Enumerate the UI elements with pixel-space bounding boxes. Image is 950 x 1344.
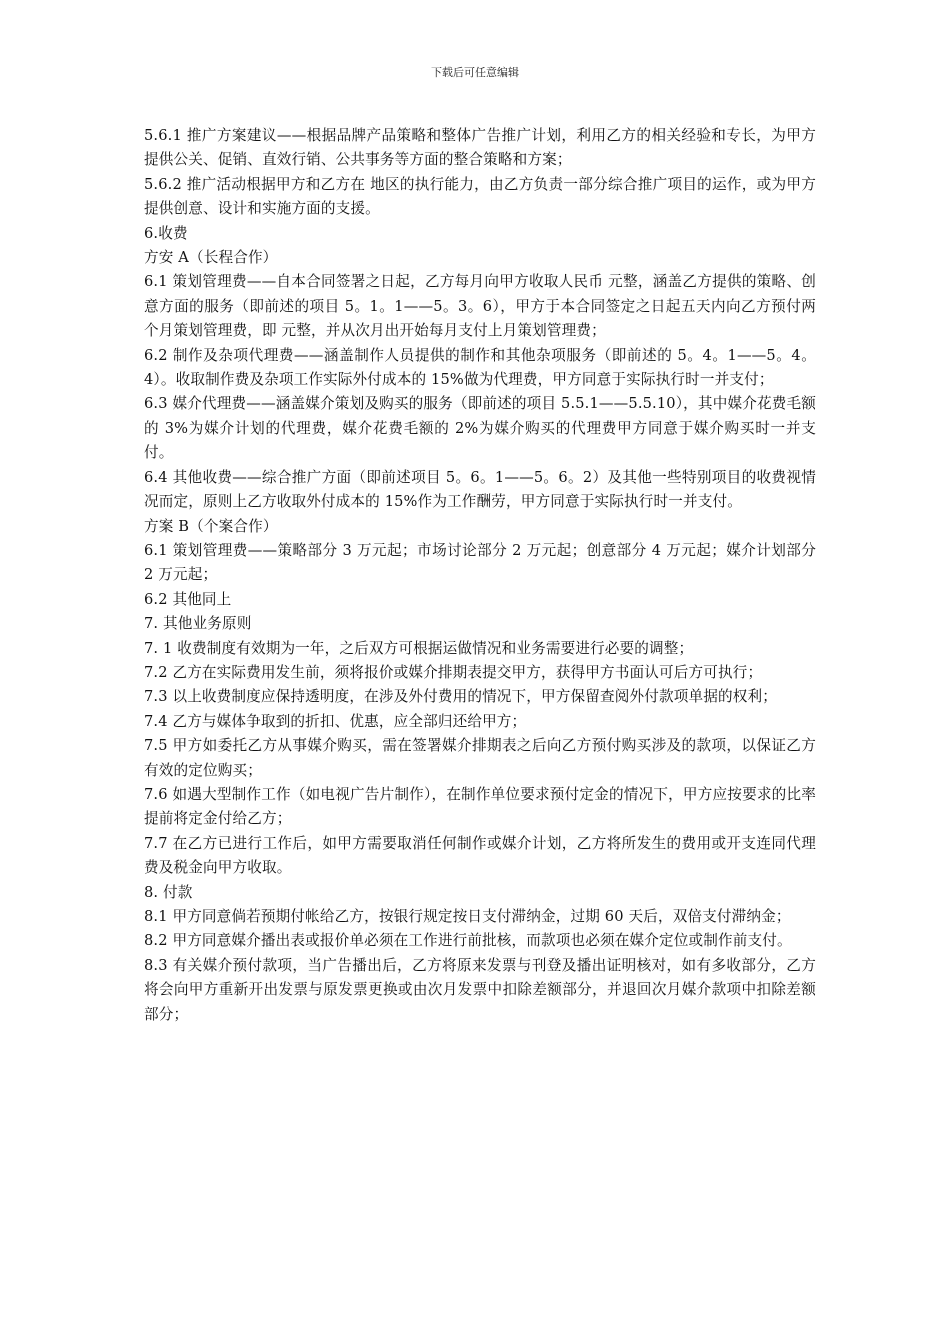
clause-6-4-plan-a: 6.4 其他收费——综合推广方面（即前述项目 5。6。1——5。6。2）及其他一些特别项目的收费视情况而定，原则上乙方收取外付成本的 15%作为工作酬劳，甲方同意于实际执行时一并支付。 bbox=[144, 468, 816, 511]
clause-8-2: 8.2 甲方同意媒介播出表或报价单必须在工作进行前批核，而款项也必须在媒介定位或制作前支付。 bbox=[144, 932, 792, 950]
clause-5-6-2: 5.6.2 推广活动根据甲方和乙方在 地区的执行能力，由乙方负责一部分综合推广项目的运作，或为甲方提供创意、设计和实施方面的支援。 bbox=[144, 175, 816, 218]
clause-7-1: 7. 1 收费制度有效期为一年，之后双方可根据运做情况和业务需要进行必要的调整； bbox=[144, 639, 694, 657]
plan-a-heading: 方安 A（长程合作） bbox=[144, 249, 278, 267]
section-heading-payment: 8. 付款 bbox=[144, 883, 193, 901]
clause-7-7: 7.7 在乙方已进行工作后，如甲方需要取消任何制作或媒介计划，乙方将所发生的费用或开支连同代理费及税金向甲方收取。 bbox=[144, 834, 816, 877]
plan-b-heading: 方案 B（个案合作） bbox=[144, 517, 278, 535]
clause-5-6-1: 5.6.1 推广方案建议——根据品牌产品策略和整体广告推广计划，利用乙方的相关经验和专长，为甲方提供公关、促销、直效行销、公共事务等方面的整合策略和方案； bbox=[144, 127, 816, 169]
clause-6-2-plan-b: 6.2 其他同上 bbox=[144, 590, 232, 608]
clause-8-3: 8.3 有关媒介预付款项，当广告播出后，乙方将原来发票与刊登及播出证明核对，如有多收部分，乙方将会向甲方重新开出发票与原发票更换或由次月发票中扣除差额部分，并退回次月媒介款项中扣除差额部分； bbox=[144, 956, 816, 1023]
clause-7-3: 7.3 以上收费制度应保持透明度，在涉及外付费用的情况下，甲方保留查阅外付款项单据的权利； bbox=[144, 688, 777, 706]
clause-7-5: 7.5 甲方如委托乙方从事媒介购买，需在签署媒介排期表之后向乙方预付购买涉及的款项，以保证乙方有效的定位购买； bbox=[144, 737, 816, 779]
clause-7-6: 7.6 如遇大型制作工作（如电视广告片制作），在制作单位要求预付定金的情况下，甲方应按要求的比率提前将定金付给乙方； bbox=[144, 785, 816, 828]
clause-6-2-plan-a: 6.2 制作及杂项代理费——涵盖制作人员提供的制作和其他杂项服务（即前述的 5。4。1——5。4。4）。收取制作费及杂项工作实际外付成本的 15%做为代理费，甲方同意于实际执行时一并支付； bbox=[144, 346, 816, 389]
clause-7-2: 7.2 乙方在实际费用发生前，须将报价或媒介排期表提交甲方，获得甲方书面认可后方可执行； bbox=[144, 663, 763, 681]
document-body bbox=[144, 124, 816, 1027]
page-header-note: 下载后可任意编辑 bbox=[431, 66, 519, 79]
clause-7-4: 7.4 乙方与媒体争取到的折扣、优惠，应全部归还给甲方； bbox=[144, 712, 527, 730]
section-heading-fees: 6.收费 bbox=[144, 224, 188, 242]
clause-6-1-plan-a: 6.1 策划管理费——自本合同签署之日起，乙方每月向甲方收取人民币 元整，涵盖乙方提供的策略、创意方面的服务（即前述的项目 5。1。1——5。3。6），甲方于本合同签定之日起五天内向乙方预付两个月策划管理费，即 元整，并从次月出开始每月支付上月策划管理费； bbox=[144, 273, 816, 340]
clause-6-3-plan-a: 6.3 媒介代理费——涵盖媒介策划及购买的服务（即前述的项目 5.5.1——5.5.10），其中媒介花费毛额的 3%为媒介计划的代理费，媒介花费毛额的 2%为媒介购买的代理费甲方同意于媒介购买时一并支付。 bbox=[144, 395, 816, 462]
clause-8-1: 8.1 甲方同意倘若预期付帐给乙方，按银行规定按日支付滞纳金，过期 60 天后，双倍支付滞纳金； bbox=[144, 908, 791, 925]
clause-6-1-plan-b: 6.1 策划管理费——策略部分 3 万元起；市场讨论部分 2 万元起；创意部分 4 万元起；媒介计划部分 2 万元起； bbox=[144, 541, 816, 584]
section-heading-other-principles: 7. 其他业务原则 bbox=[144, 615, 252, 633]
